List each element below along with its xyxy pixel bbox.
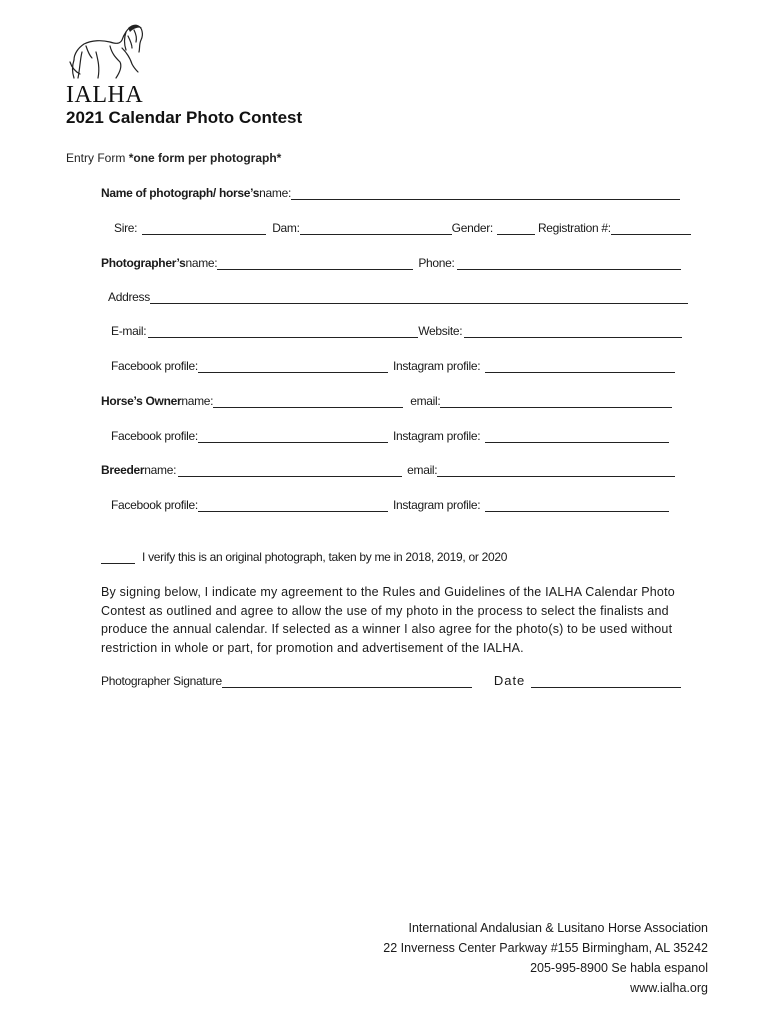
signature-label: Photographer Signature — [101, 674, 222, 688]
owner-facebook-field[interactable] — [198, 430, 388, 443]
photo-name-row — [101, 186, 680, 200]
photographer-instagram-field[interactable] — [485, 360, 675, 373]
email-field[interactable] — [148, 325, 418, 338]
registration-label: Registration #: — [537, 221, 611, 235]
breeder-email-field[interactable] — [437, 464, 675, 477]
breeder-label-suffix: name: — [144, 463, 177, 477]
page-title: 2021 Calendar Photo Contest — [66, 108, 303, 127]
footer-org: International Andalusian & Lusitano Horse Association — [408, 921, 708, 935]
date-label: Date — [493, 673, 526, 688]
photographer-social-row — [111, 359, 675, 373]
verify-text: I verify this is an original photograph, taken by me in 2018, 2019, or 2020 — [142, 550, 508, 564]
photo-name-field[interactable] — [291, 187, 680, 200]
facebook-label: Facebook profile: — [111, 359, 198, 373]
facebook-label: Facebook profile: — [111, 498, 198, 512]
signature-row — [101, 673, 681, 688]
photographer-label-suffix: name: — [185, 256, 218, 270]
logo-wordmark: IALHA — [66, 82, 144, 108]
breeder-row — [101, 463, 675, 477]
agreement-paragraph: By signing below, I indicate my agreement to the Rules and Guidelines of the IALHA Calendar Photo Contest as outlined and agree to allow the use of my photo in the process to select the finalists and produce the annual calendar. If selected as a winner I also agree for the photo(s) to be used without restriction in whole or part, for promotion and advertisement of the IALHA. — [101, 585, 675, 655]
breeder-name-field[interactable] — [178, 464, 402, 477]
instagram-label: Instagram profile: — [392, 429, 481, 443]
address-field[interactable] — [150, 291, 688, 304]
facebook-label: Facebook profile: — [111, 429, 198, 443]
owner-label: Horse’s Owner — [101, 394, 182, 408]
website-field[interactable] — [464, 325, 682, 338]
gender-label: Gender: — [451, 221, 493, 235]
footer-phone: 205-995-8900 Se habla espanol — [530, 961, 708, 975]
entry-form-label: Entry Form — [66, 151, 126, 165]
phone-label: Phone: — [418, 256, 455, 270]
address-row — [108, 290, 688, 304]
instagram-label: Instagram profile: — [392, 498, 481, 512]
breeder-label: Breeder — [101, 463, 145, 477]
instagram-label: Instagram profile: — [392, 359, 481, 373]
breeder-facebook-field[interactable] — [198, 499, 388, 512]
owner-instagram-field[interactable] — [485, 430, 669, 443]
email-label: E-mail: — [111, 324, 147, 338]
verify-row — [101, 550, 507, 564]
verify-initials-field[interactable] — [101, 551, 135, 564]
signature-field[interactable] — [222, 675, 472, 688]
photographer-facebook-field[interactable] — [198, 360, 388, 373]
registration-field[interactable] — [611, 222, 691, 235]
breeder-email-label: email: — [407, 463, 438, 477]
owner-email-label: email: — [410, 394, 441, 408]
address-label: Address — [108, 290, 150, 304]
owner-social-row — [111, 429, 669, 443]
pedigree-row — [114, 221, 691, 235]
photographer-row — [101, 256, 681, 270]
photo-name-label-suffix: name: — [259, 186, 291, 200]
entry-form-heading — [66, 151, 281, 165]
sire-field[interactable] — [142, 222, 266, 235]
gender-field[interactable] — [497, 222, 535, 235]
owner-row — [101, 394, 672, 408]
footer-website[interactable]: www.ialha.org — [630, 981, 708, 995]
website-label: Website: — [418, 324, 463, 338]
photographer-label: Photographer’s — [101, 256, 186, 270]
dam-label: Dam: — [272, 221, 300, 235]
dam-field[interactable] — [300, 222, 452, 235]
photo-name-label: Name of photograph/ horse’s — [101, 186, 260, 200]
breeder-instagram-field[interactable] — [485, 499, 669, 512]
owner-label-suffix: name: — [181, 394, 214, 408]
phone-field[interactable] — [457, 257, 681, 270]
photographer-name-field[interactable] — [217, 257, 413, 270]
footer-contact — [383, 918, 708, 998]
breeder-social-row — [111, 498, 669, 512]
footer-address: 22 Inverness Center Parkway #155 Birmingham, AL 35242 — [383, 941, 708, 955]
date-field[interactable] — [531, 675, 681, 688]
owner-name-field[interactable] — [213, 395, 403, 408]
email-row — [111, 324, 682, 338]
sire-label: Sire: — [114, 221, 138, 235]
entry-form-note: *one form per photograph* — [128, 151, 282, 165]
owner-email-field[interactable] — [440, 395, 672, 408]
